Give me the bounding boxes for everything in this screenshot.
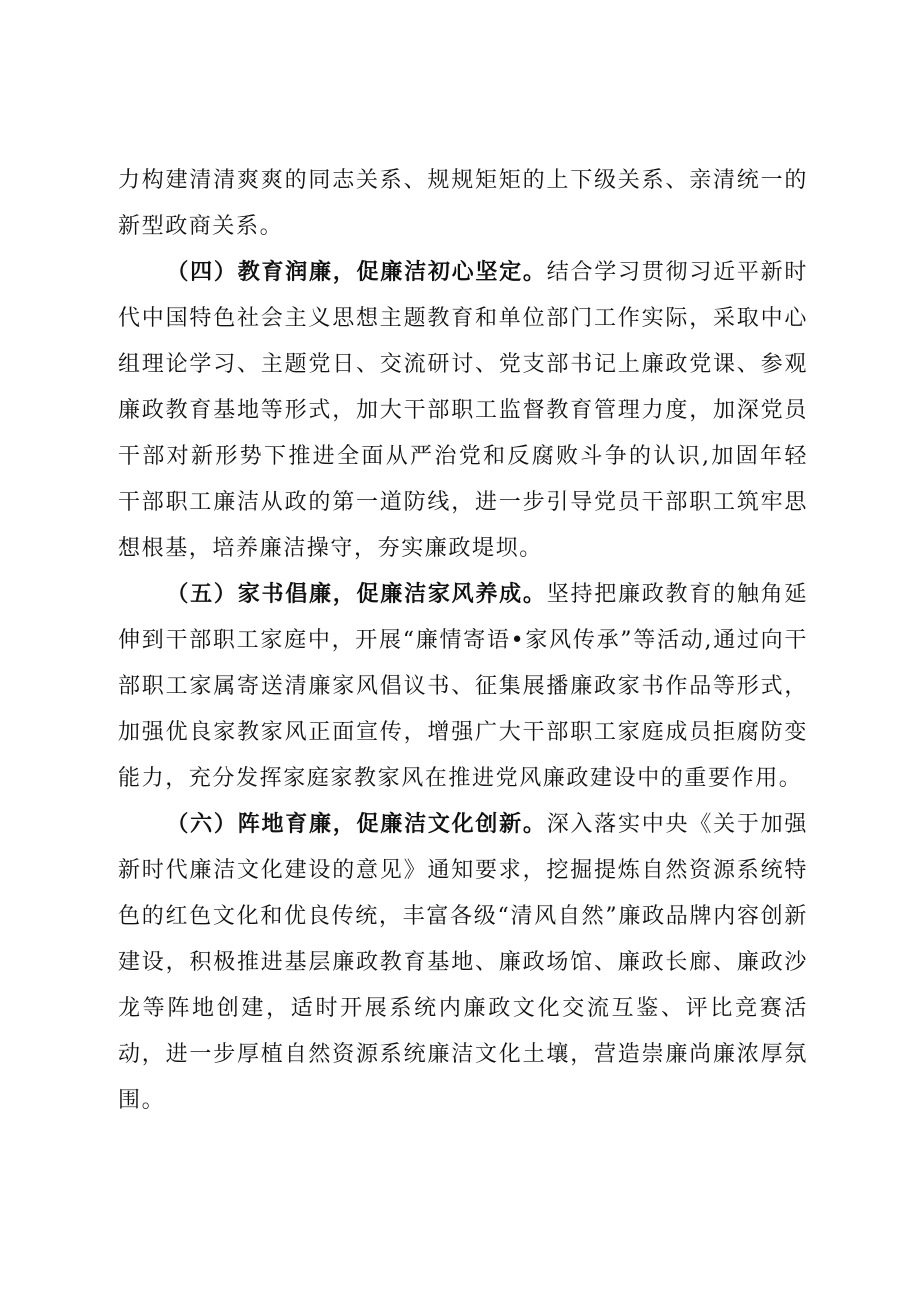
section-heading-5: （五）家书倡廉，促廉洁家风养成。 (166, 582, 547, 607)
paragraph-text: 坚持把廉政教育的触角延伸到干部职工家庭中，开展“廉情寄语•家风传承”等活动,通过向干部职工家属寄送清廉家风倡议书、征集展播廉政家书作品等形式，加强优良家教家风正面宣传，增强广大干部职工家庭成员拒腐防变能力，充分发挥家庭家教家风在推进党风廉政建设中的重要作用。 (118, 582, 808, 791)
paragraph-family-letters (118, 572, 808, 802)
section-heading-6: （六）阵地育廉，促廉洁文化创新。 (166, 812, 547, 837)
section-heading-4: （四）教育润廉，促廉洁初心坚定。 (166, 260, 547, 285)
paragraph-text: 力构建清清爽爽的同志关系、规规矩矩的上下级关系、亲清统一的新型政商关系。 (118, 168, 808, 239)
paragraph-positions (118, 802, 808, 1124)
document-body (118, 158, 808, 1124)
paragraph-text: 结合学习贯彻习近平新时代中国特色社会主义思想主题教育和单位部门工作实际，采取中心组理论学习、主题党日、交流研讨、党支部书记上廉政党课、参观廉政教育基地等形式，加大干部职工监督教育管理力度，加深党员干部对新形势下推进全面从严治党和反腐败斗争的认识,加固年轻干部职工廉洁从政的第一道防线，进一步引导党员干部职工筑牢思想根基，培养廉洁操守，夯实廉政堤坝。 (118, 260, 808, 561)
paragraph-text: 深入落实中央《关于加强新时代廉洁文化建设的意见》通知要求，挖掘提炼自然资源系统特色的红色文化和优良传统，丰富各级“清风自然”廉政品牌内容创新建设，积极推进基层廉政教育基地、廉政场馆、廉政长廊、廉政沙龙等阵地创建，适时开展系统内廉政文化交流互鉴、评比竞赛活动，进一步厚植自然资源系统廉洁文化土壤，营造崇廉尚廉浓厚氛围。 (118, 812, 808, 1113)
paragraph-education (118, 250, 808, 572)
paragraph-continuation (118, 158, 808, 250)
